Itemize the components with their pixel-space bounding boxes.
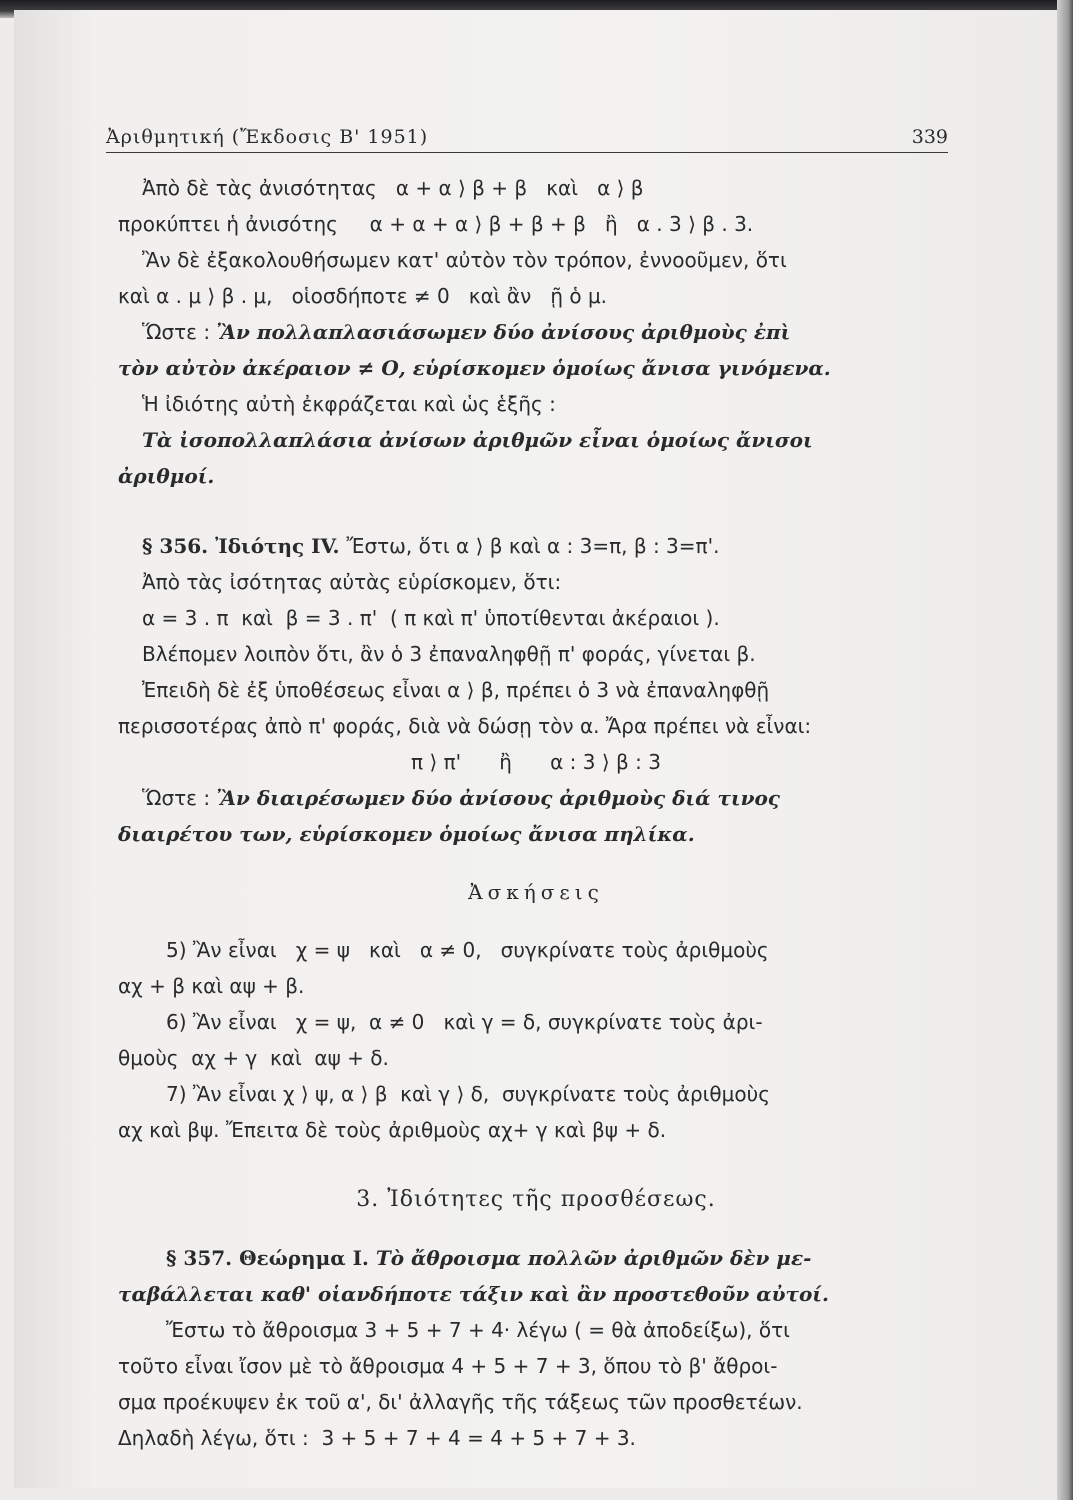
- section-title: Θεώρημα I.: [239, 1246, 376, 1270]
- running-header: [106, 124, 948, 153]
- exercise-item: θμοὺς αχ + γ καὶ αψ + δ.: [118, 1046, 389, 1070]
- text-line: Ἡ ἰδιότης αὐτὴ ἐκφράζεται καὶ ὡς ἑξῆς :: [142, 392, 556, 416]
- page-number: 339: [911, 126, 948, 148]
- theorem-statement: Ἂν διαιρέσωμεν δύο ἀνίσους ἀριθμοὺς διά τινος: [216, 786, 780, 810]
- formula-line: π ⟩ π' ἢ α : 3 ⟩ β : 3: [411, 750, 661, 774]
- text-line: καὶ α . μ ⟩ β . μ, οἱοσδήποτε ≠ 0 καὶ ἂν ῇ ὁ μ.: [118, 284, 608, 308]
- exercises-list: [118, 932, 954, 1148]
- text-line: Ἀπὸ δὲ τὰς ἀνισότητας α + α ⟩ β + β καὶ α ⟩ β: [142, 176, 644, 200]
- running-title: Ἀριθμητική (Ἔκδοσις Β' 1951): [106, 126, 429, 148]
- exercise-item: αχ καὶ βψ. Ἔπειτα δὲ τοὺς ἀριθμοὺς αχ+ γ καὶ βψ + δ.: [118, 1118, 667, 1142]
- theorem-statement: Τὸ ἄθροισμα πολλῶν ἀριθμῶν δὲν με-: [375, 1246, 812, 1270]
- text-line: περισσοτέρας ἀπὸ π' φοράς, διὰ νὰ δώσῃ τὸν α. Ἄρα πρέπει νὰ εἶναι:: [118, 714, 812, 738]
- theorem-statement: ἀριθμοί.: [118, 464, 215, 488]
- section-357: [118, 1240, 954, 1456]
- conclusion-label: Ὥστε :: [142, 786, 217, 810]
- text-line: Ἔστω τὸ ἄθροισμα 3 + 5 + 7 + 4· λέγω ( = θὰ ἀποδείξω), ὅτι: [166, 1318, 790, 1342]
- theorem-statement: Τὰ ἰσοπολλαπλάσια ἀνίσων ἀριθμῶν εἶναι ὁμοίως ἄνισοι: [142, 428, 813, 452]
- scan-right-edge: [1057, 0, 1073, 1500]
- text-line: α = 3 . π καὶ β = 3 . π' ( π καὶ π' ὑποτίθενται ἀκέραιοι ).: [142, 606, 720, 630]
- chapter-heading: 3. Ἰδιότητες τῆς προσθέσεως.: [356, 1187, 716, 1212]
- section-heading-line: [118, 1240, 954, 1276]
- exercise-item: 5) Ἂν εἶναι χ = ψ καὶ α ≠ 0, συγκρίνατε τοὺς ἀριθμοὺς: [166, 938, 769, 962]
- section-356: [118, 528, 954, 852]
- exercises-heading: Ἀσκήσεις: [468, 880, 604, 904]
- text-line: Βλέπομεν λοιπὸν ὅτι, ἂν ὁ 3 ἐπαναληφθῇ π' φοράς, γίνεται β.: [142, 642, 756, 666]
- exercise-item: 7) Ἂν εἶναι χ ⟩ ψ, α ⟩ β καὶ γ ⟩ δ, συγκρίνατε τοὺς ἀριθμοὺς: [166, 1082, 770, 1106]
- conclusion-label: Ὥστε :: [142, 320, 217, 344]
- theorem-statement: Ἂν πολλαπλασιάσωμεν δύο ἀνίσους ἀριθμοὺς ἐπὶ: [216, 320, 791, 344]
- paragraph-inequality-multiplication: [118, 170, 954, 494]
- text-line: [118, 314, 954, 350]
- page-body: [118, 170, 954, 1456]
- text-line: σμα προέκυψεν ἐκ τοῦ α', δι' ἀλλαγῆς τῆς τάξεως τῶν προσθετέων.: [118, 1390, 803, 1414]
- theorem-statement: ταβάλλεται καθ' οἱανδήποτε τάξιν καὶ ἂν προστεθοῦν αὐτοί.: [118, 1282, 829, 1306]
- text-line: Ἂν δὲ ἐξακολουθήσωμεν κατ' αὐτὸν τὸν τρόπον, ἐννοοῦμεν, ὅτι: [142, 248, 787, 272]
- text-line: τοῦτο εἶναι ἴσον μὲ τὸ ἄθροισμα 4 + 5 + 7 + 3, ὅπου τὸ β' ἄθροι-: [118, 1354, 778, 1378]
- theorem-statement: τὸν αὐτὸν ἀκέραιον ≠ Ο, εὑρίσκομεν ὁμοίως ἄνισα γινόμενα.: [118, 356, 831, 380]
- text-line: [118, 780, 954, 816]
- section-heading-line: [118, 528, 954, 564]
- exercise-item: 6) Ἂν εἶναι χ = ψ, α ≠ 0 καὶ γ = δ, συγκρίνατε τοὺς ἀρι-: [166, 1010, 763, 1034]
- text-line: Ἔστω, ὅτι α ⟩ β καὶ α : 3=π, β : 3=π'.: [346, 534, 720, 558]
- text-line: Ἀπὸ τὰς ἰσότητας αὐτὰς εὑρίσκομεν, ὅτι:: [142, 570, 562, 594]
- exercise-item: αχ + β καὶ αψ + β.: [118, 974, 305, 998]
- text-line: προκύπτει ἡ ἀνισότης α + α + α ⟩ β + β + β ἢ α . 3 ⟩ β . 3.: [118, 212, 754, 236]
- section-number: § 356.: [142, 534, 216, 558]
- section-title: Ἰδιότης IV.: [215, 534, 347, 558]
- text-line: Ἐπειδὴ δὲ ἐξ ὑποθέσεως εἶναι α ⟩ β, πρέπει ὁ 3 νὰ ἐπαναληφθῇ: [142, 678, 770, 702]
- theorem-statement: διαιρέτου των, εὑρίσκομεν ὁμοίως ἄνισα πηλίκα.: [118, 822, 695, 846]
- section-number: § 357.: [166, 1246, 240, 1270]
- text-line: Δηλαδὴ λέγω, ὅτι : 3 + 5 + 7 + 4 = 4 + 5 + 7 + 3.: [118, 1426, 636, 1450]
